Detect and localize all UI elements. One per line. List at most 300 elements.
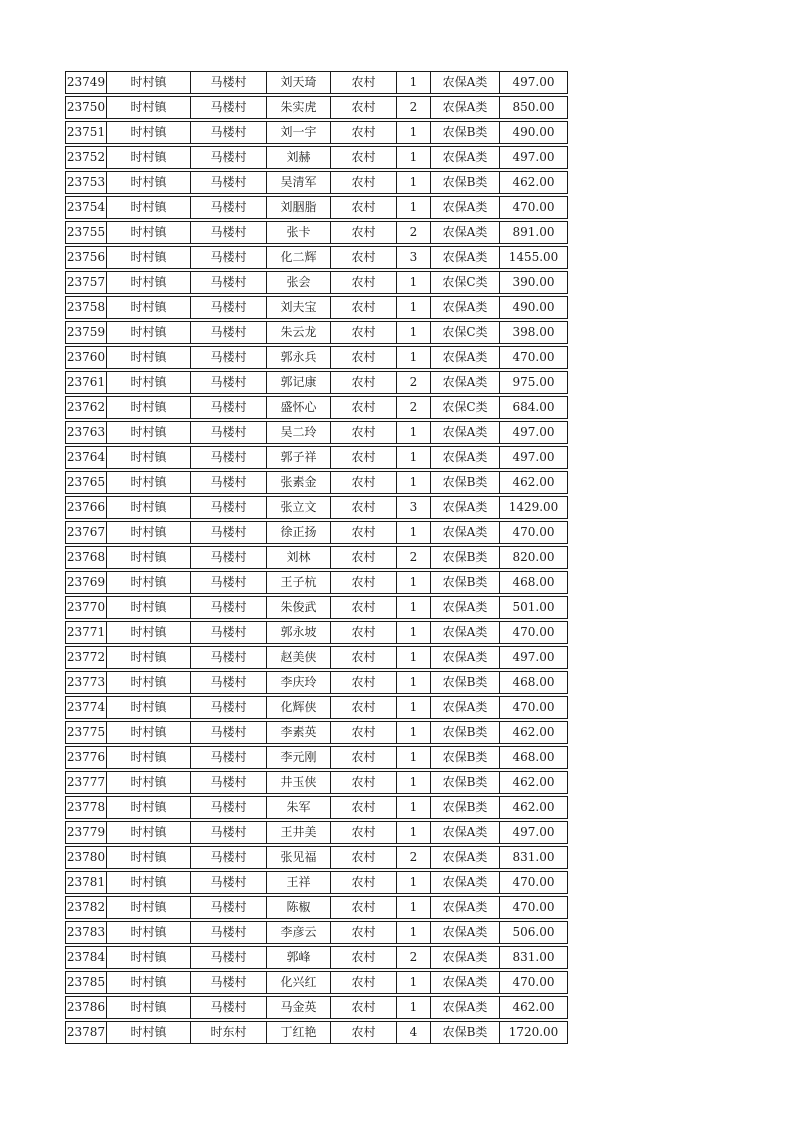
cell-insurance-category: 农保B类 (430, 796, 499, 819)
cell-town: 时村镇 (106, 971, 190, 994)
cell-town: 时村镇 (106, 321, 190, 344)
cell-amount: 1455.00 (499, 246, 568, 269)
table-row (65, 96, 568, 119)
cell-insurance-category: 农保A类 (430, 146, 499, 169)
cell-serial-number: 23751 (65, 121, 106, 144)
cell-town: 时村镇 (106, 1021, 190, 1044)
cell-person-count: 2 (396, 396, 430, 419)
cell-town: 时村镇 (106, 396, 190, 419)
table-row (65, 296, 568, 319)
cell-person-name: 张见福 (266, 846, 330, 869)
cell-amount: 468.00 (499, 571, 568, 594)
cell-village: 马楼村 (190, 221, 266, 244)
table-row (65, 396, 568, 419)
cell-amount: 891.00 (499, 221, 568, 244)
cell-person-name: 陈椒 (266, 896, 330, 919)
subsidy-roster-table (65, 69, 568, 1046)
cell-village: 马楼村 (190, 871, 266, 894)
cell-person-count: 1 (396, 571, 430, 594)
cell-town: 时村镇 (106, 71, 190, 94)
cell-household-type: 农村 (330, 796, 396, 819)
cell-person-name: 朱军 (266, 796, 330, 819)
table-row (65, 796, 568, 819)
cell-person-name: 徐正扬 (266, 521, 330, 544)
cell-person-name: 化兴红 (266, 971, 330, 994)
cell-town: 时村镇 (106, 671, 190, 694)
cell-household-type: 农村 (330, 871, 396, 894)
cell-household-type: 农村 (330, 946, 396, 969)
cell-serial-number: 23750 (65, 96, 106, 119)
cell-household-type: 农村 (330, 146, 396, 169)
cell-person-count: 1 (396, 671, 430, 694)
cell-person-count: 1 (396, 196, 430, 219)
cell-insurance-category: 农保A类 (430, 696, 499, 719)
cell-town: 时村镇 (106, 996, 190, 1019)
cell-insurance-category: 农保C类 (430, 321, 499, 344)
cell-town: 时村镇 (106, 596, 190, 619)
cell-insurance-category: 农保A类 (430, 196, 499, 219)
cell-serial-number: 23774 (65, 696, 106, 719)
cell-town: 时村镇 (106, 846, 190, 869)
cell-person-count: 3 (396, 246, 430, 269)
cell-person-count: 2 (396, 221, 430, 244)
cell-person-count: 1 (396, 971, 430, 994)
cell-household-type: 农村 (330, 171, 396, 194)
cell-person-count: 1 (396, 346, 430, 369)
cell-person-name: 刘胭脂 (266, 196, 330, 219)
cell-household-type: 农村 (330, 521, 396, 544)
cell-person-count: 1 (396, 871, 430, 894)
cell-household-type: 农村 (330, 571, 396, 594)
cell-person-count: 1 (396, 271, 430, 294)
cell-person-count: 1 (396, 421, 430, 444)
table-row (65, 721, 568, 744)
cell-amount: 462.00 (499, 471, 568, 494)
cell-insurance-category: 农保A类 (430, 521, 499, 544)
cell-person-count: 1 (396, 621, 430, 644)
cell-serial-number: 23757 (65, 271, 106, 294)
cell-insurance-category: 农保A类 (430, 71, 499, 94)
cell-person-name: 化二辉 (266, 246, 330, 269)
cell-household-type: 农村 (330, 296, 396, 319)
cell-person-count: 1 (396, 446, 430, 469)
cell-amount: 497.00 (499, 446, 568, 469)
cell-village: 马楼村 (190, 821, 266, 844)
table-row (65, 146, 568, 169)
cell-insurance-category: 农保B类 (430, 746, 499, 769)
cell-amount: 470.00 (499, 346, 568, 369)
cell-amount: 468.00 (499, 746, 568, 769)
cell-amount: 462.00 (499, 771, 568, 794)
cell-person-count: 1 (396, 921, 430, 944)
cell-person-name: 井玉侠 (266, 771, 330, 794)
cell-person-count: 1 (396, 296, 430, 319)
cell-amount: 975.00 (499, 371, 568, 394)
cell-insurance-category: 农保A类 (430, 96, 499, 119)
cell-amount: 390.00 (499, 271, 568, 294)
cell-person-name: 郭永坡 (266, 621, 330, 644)
cell-amount: 497.00 (499, 821, 568, 844)
cell-person-count: 1 (396, 821, 430, 844)
cell-insurance-category: 农保A类 (430, 646, 499, 669)
cell-person-name: 王井美 (266, 821, 330, 844)
cell-amount: 497.00 (499, 71, 568, 94)
cell-person-name: 化辉侠 (266, 696, 330, 719)
cell-amount: 497.00 (499, 421, 568, 444)
cell-village: 马楼村 (190, 421, 266, 444)
cell-person-name: 郭子祥 (266, 446, 330, 469)
cell-serial-number: 23760 (65, 346, 106, 369)
cell-town: 时村镇 (106, 821, 190, 844)
cell-household-type: 农村 (330, 421, 396, 444)
cell-person-name: 李元刚 (266, 746, 330, 769)
cell-amount: 831.00 (499, 846, 568, 869)
cell-household-type: 农村 (330, 996, 396, 1019)
cell-town: 时村镇 (106, 946, 190, 969)
cell-village: 马楼村 (190, 796, 266, 819)
cell-insurance-category: 农保A类 (430, 996, 499, 1019)
cell-town: 时村镇 (106, 646, 190, 669)
cell-insurance-category: 农保A类 (430, 596, 499, 619)
cell-household-type: 农村 (330, 371, 396, 394)
cell-town: 时村镇 (106, 496, 190, 519)
cell-person-name: 朱云龙 (266, 321, 330, 344)
table-row (65, 971, 568, 994)
cell-person-name: 丁红艳 (266, 1021, 330, 1044)
cell-household-type: 农村 (330, 621, 396, 644)
cell-village: 马楼村 (190, 296, 266, 319)
cell-person-count: 1 (396, 71, 430, 94)
cell-town: 时村镇 (106, 796, 190, 819)
cell-serial-number: 23770 (65, 596, 106, 619)
cell-household-type: 农村 (330, 921, 396, 944)
cell-town: 时村镇 (106, 721, 190, 744)
cell-town: 时村镇 (106, 746, 190, 769)
cell-insurance-category: 农保B类 (430, 171, 499, 194)
cell-serial-number: 23778 (65, 796, 106, 819)
cell-person-count: 3 (396, 496, 430, 519)
cell-person-count: 1 (396, 796, 430, 819)
cell-household-type: 农村 (330, 496, 396, 519)
cell-village: 马楼村 (190, 646, 266, 669)
cell-person-name: 郭峰 (266, 946, 330, 969)
cell-person-name: 刘赫 (266, 146, 330, 169)
cell-serial-number: 23752 (65, 146, 106, 169)
cell-amount: 462.00 (499, 996, 568, 1019)
cell-household-type: 农村 (330, 546, 396, 569)
cell-serial-number: 23753 (65, 171, 106, 194)
cell-person-name: 刘林 (266, 546, 330, 569)
cell-village: 马楼村 (190, 146, 266, 169)
cell-person-count: 1 (396, 596, 430, 619)
cell-person-name: 朱实虎 (266, 96, 330, 119)
cell-person-name: 朱俊武 (266, 596, 330, 619)
cell-serial-number: 23775 (65, 721, 106, 744)
cell-insurance-category: 农保B类 (430, 771, 499, 794)
cell-serial-number: 23765 (65, 471, 106, 494)
cell-person-name: 张会 (266, 271, 330, 294)
cell-town: 时村镇 (106, 771, 190, 794)
cell-household-type: 农村 (330, 671, 396, 694)
cell-village: 马楼村 (190, 371, 266, 394)
cell-household-type: 农村 (330, 846, 396, 869)
table-row (65, 496, 568, 519)
cell-serial-number: 23772 (65, 646, 106, 669)
cell-town: 时村镇 (106, 171, 190, 194)
cell-village: 马楼村 (190, 746, 266, 769)
cell-person-name: 李庆玲 (266, 671, 330, 694)
cell-person-count: 1 (396, 996, 430, 1019)
cell-town: 时村镇 (106, 146, 190, 169)
cell-insurance-category: 农保B类 (430, 546, 499, 569)
cell-village: 马楼村 (190, 446, 266, 469)
cell-person-count: 2 (396, 96, 430, 119)
cell-serial-number: 23779 (65, 821, 106, 844)
cell-town: 时村镇 (106, 246, 190, 269)
cell-village: 马楼村 (190, 696, 266, 719)
cell-person-name: 刘夫宝 (266, 296, 330, 319)
cell-person-name: 吴清军 (266, 171, 330, 194)
cell-village: 时东村 (190, 1021, 266, 1044)
cell-household-type: 农村 (330, 271, 396, 294)
cell-serial-number: 23786 (65, 996, 106, 1019)
table-row (65, 621, 568, 644)
cell-person-count: 1 (396, 171, 430, 194)
cell-serial-number: 23754 (65, 196, 106, 219)
cell-insurance-category: 农保A类 (430, 421, 499, 444)
cell-town: 时村镇 (106, 446, 190, 469)
table-row (65, 421, 568, 444)
cell-insurance-category: 农保A类 (430, 971, 499, 994)
table-row (65, 571, 568, 594)
cell-insurance-category: 农保A类 (430, 446, 499, 469)
cell-town: 时村镇 (106, 221, 190, 244)
cell-town: 时村镇 (106, 371, 190, 394)
cell-amount: 506.00 (499, 921, 568, 944)
cell-insurance-category: 农保B类 (430, 1021, 499, 1044)
cell-town: 时村镇 (106, 271, 190, 294)
cell-amount: 1720.00 (499, 1021, 568, 1044)
table-row (65, 121, 568, 144)
cell-village: 马楼村 (190, 271, 266, 294)
cell-person-count: 1 (396, 746, 430, 769)
table-row (65, 171, 568, 194)
cell-household-type: 农村 (330, 1021, 396, 1044)
cell-serial-number: 23755 (65, 221, 106, 244)
cell-household-type: 农村 (330, 971, 396, 994)
cell-village: 马楼村 (190, 946, 266, 969)
cell-person-name: 马金英 (266, 996, 330, 1019)
cell-household-type: 农村 (330, 246, 396, 269)
cell-town: 时村镇 (106, 346, 190, 369)
cell-household-type: 农村 (330, 696, 396, 719)
cell-town: 时村镇 (106, 871, 190, 894)
cell-person-count: 1 (396, 696, 430, 719)
table-row (65, 946, 568, 969)
table-row (65, 846, 568, 869)
cell-person-name: 盛怀心 (266, 396, 330, 419)
cell-household-type: 农村 (330, 646, 396, 669)
cell-village: 马楼村 (190, 671, 266, 694)
cell-amount: 470.00 (499, 521, 568, 544)
cell-amount: 468.00 (499, 671, 568, 694)
table-row (65, 471, 568, 494)
cell-amount: 470.00 (499, 621, 568, 644)
table-row (65, 746, 568, 769)
cell-village: 马楼村 (190, 846, 266, 869)
cell-village: 马楼村 (190, 96, 266, 119)
cell-insurance-category: 农保A类 (430, 921, 499, 944)
cell-serial-number: 23773 (65, 671, 106, 694)
cell-amount: 490.00 (499, 296, 568, 319)
table-row (65, 521, 568, 544)
cell-serial-number: 23782 (65, 896, 106, 919)
table-row (65, 871, 568, 894)
table-row (65, 771, 568, 794)
cell-amount: 470.00 (499, 871, 568, 894)
cell-serial-number: 23767 (65, 521, 106, 544)
cell-person-name: 赵美侠 (266, 646, 330, 669)
cell-household-type: 农村 (330, 196, 396, 219)
cell-village: 马楼村 (190, 771, 266, 794)
cell-insurance-category: 农保C类 (430, 271, 499, 294)
cell-amount: 501.00 (499, 596, 568, 619)
cell-amount: 831.00 (499, 946, 568, 969)
cell-serial-number: 23762 (65, 396, 106, 419)
table-row (65, 546, 568, 569)
cell-person-count: 1 (396, 771, 430, 794)
cell-person-count: 2 (396, 846, 430, 869)
cell-town: 时村镇 (106, 296, 190, 319)
cell-serial-number: 23756 (65, 246, 106, 269)
cell-person-name: 王祥 (266, 871, 330, 894)
table-row (65, 71, 568, 94)
table-row (65, 646, 568, 669)
cell-serial-number: 23766 (65, 496, 106, 519)
cell-household-type: 农村 (330, 746, 396, 769)
cell-village: 马楼村 (190, 996, 266, 1019)
cell-person-name: 郭永兵 (266, 346, 330, 369)
table-row (65, 996, 568, 1019)
table-row (65, 221, 568, 244)
table-row (65, 246, 568, 269)
cell-village: 马楼村 (190, 396, 266, 419)
cell-person-name: 张卡 (266, 221, 330, 244)
cell-insurance-category: 农保B类 (430, 571, 499, 594)
cell-amount: 820.00 (499, 546, 568, 569)
table-row (65, 196, 568, 219)
cell-serial-number: 23758 (65, 296, 106, 319)
cell-amount: 470.00 (499, 971, 568, 994)
cell-town: 时村镇 (106, 896, 190, 919)
cell-insurance-category: 农保B类 (430, 671, 499, 694)
table-row (65, 821, 568, 844)
cell-village: 马楼村 (190, 71, 266, 94)
cell-household-type: 农村 (330, 121, 396, 144)
cell-household-type: 农村 (330, 71, 396, 94)
cell-person-name: 郭记康 (266, 371, 330, 394)
cell-village: 马楼村 (190, 721, 266, 744)
cell-person-name: 李素英 (266, 721, 330, 744)
cell-person-count: 2 (396, 546, 430, 569)
cell-person-count: 4 (396, 1021, 430, 1044)
cell-household-type: 农村 (330, 821, 396, 844)
cell-village: 马楼村 (190, 521, 266, 544)
cell-village: 马楼村 (190, 471, 266, 494)
table-body (65, 71, 568, 1044)
cell-village: 马楼村 (190, 171, 266, 194)
table-row (65, 896, 568, 919)
cell-person-count: 1 (396, 321, 430, 344)
cell-serial-number: 23749 (65, 71, 106, 94)
table-row (65, 921, 568, 944)
cell-village: 马楼村 (190, 496, 266, 519)
cell-amount: 684.00 (499, 396, 568, 419)
cell-village: 马楼村 (190, 971, 266, 994)
cell-insurance-category: 农保A类 (430, 821, 499, 844)
cell-town: 时村镇 (106, 421, 190, 444)
cell-serial-number: 23761 (65, 371, 106, 394)
cell-amount: 462.00 (499, 171, 568, 194)
cell-village: 马楼村 (190, 121, 266, 144)
cell-insurance-category: 农保A类 (430, 621, 499, 644)
cell-person-count: 1 (396, 646, 430, 669)
cell-insurance-category: 农保A类 (430, 896, 499, 919)
cell-amount: 1429.00 (499, 496, 568, 519)
cell-amount: 490.00 (499, 121, 568, 144)
cell-amount: 497.00 (499, 646, 568, 669)
cell-town: 时村镇 (106, 621, 190, 644)
cell-person-count: 1 (396, 471, 430, 494)
cell-person-name: 刘天琦 (266, 71, 330, 94)
cell-town: 时村镇 (106, 121, 190, 144)
cell-insurance-category: 农保A类 (430, 496, 499, 519)
cell-insurance-category: 农保A类 (430, 946, 499, 969)
cell-serial-number: 23777 (65, 771, 106, 794)
cell-amount: 470.00 (499, 896, 568, 919)
cell-serial-number: 23763 (65, 421, 106, 444)
cell-serial-number: 23785 (65, 971, 106, 994)
cell-person-count: 1 (396, 721, 430, 744)
cell-insurance-category: 农保A类 (430, 246, 499, 269)
cell-household-type: 农村 (330, 321, 396, 344)
cell-person-count: 1 (396, 121, 430, 144)
cell-amount: 462.00 (499, 796, 568, 819)
cell-serial-number: 23784 (65, 946, 106, 969)
table-row (65, 371, 568, 394)
cell-insurance-category: 农保C类 (430, 396, 499, 419)
cell-village: 马楼村 (190, 321, 266, 344)
cell-amount: 462.00 (499, 721, 568, 744)
cell-household-type: 农村 (330, 721, 396, 744)
cell-amount: 470.00 (499, 696, 568, 719)
cell-amount: 497.00 (499, 146, 568, 169)
table-row (65, 671, 568, 694)
cell-village: 马楼村 (190, 921, 266, 944)
cell-person-name: 吴二玲 (266, 421, 330, 444)
table-row (65, 346, 568, 369)
cell-person-name: 张立文 (266, 496, 330, 519)
cell-person-count: 1 (396, 896, 430, 919)
cell-town: 时村镇 (106, 471, 190, 494)
cell-village: 马楼村 (190, 246, 266, 269)
cell-serial-number: 23769 (65, 571, 106, 594)
cell-serial-number: 23783 (65, 921, 106, 944)
cell-serial-number: 23780 (65, 846, 106, 869)
cell-amount: 850.00 (499, 96, 568, 119)
cell-household-type: 农村 (330, 396, 396, 419)
table-row (65, 321, 568, 344)
